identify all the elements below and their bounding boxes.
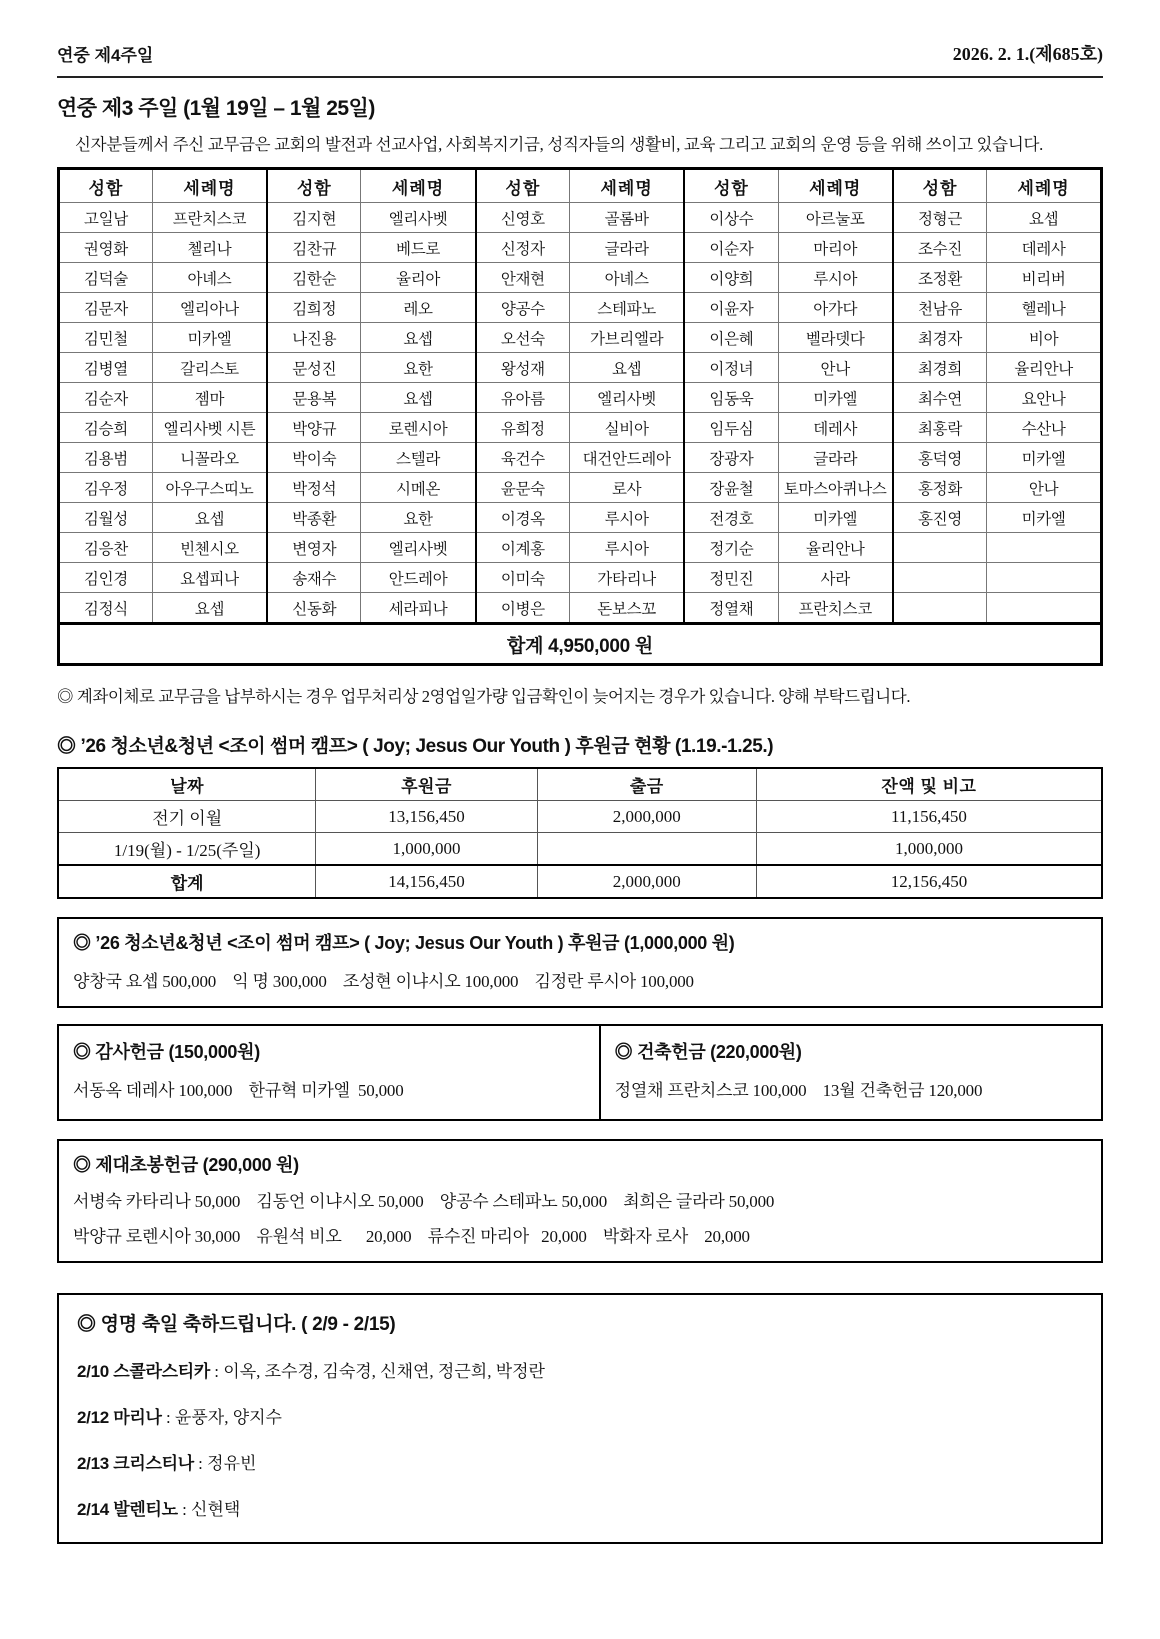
baptismal-name-cell: 요셉 (361, 383, 476, 413)
member-row (59, 353, 1102, 383)
baptismal-name-cell: 베드로 (361, 233, 476, 263)
baptismal-name-cell: 아녜스 (152, 263, 267, 293)
baptismal-name-cell: 요한 (361, 353, 476, 383)
member-row (59, 443, 1102, 473)
member-name-cell: 김응찬 (59, 533, 153, 563)
member-name-cell: 박종환 (267, 503, 361, 533)
altar-candle-donors-line-2: 박양규 로렌시아 30,000 유원석 비오 20,000 류수진 마리아 20,000 박화자 로사 20,000 (73, 1227, 750, 1246)
feast-day-title: ◎ 영명 축일 축하드립니다. ( 2/9 - 2/15) (77, 1314, 396, 1335)
camp-date-cell: 합계 (58, 865, 316, 898)
member-name-cell: 김용범 (59, 443, 153, 473)
baptismal-name-cell: 요안나 (987, 383, 1102, 413)
camp-donation-cell: 1,000,000 (316, 833, 537, 866)
member-name-cell: 천남유 (893, 293, 987, 323)
baptismal-name-cell: 빈첸시오 (152, 533, 267, 563)
member-name-cell: 김인경 (59, 563, 153, 593)
member-name-cell: 박이숙 (267, 443, 361, 473)
baptismal-name-cell: 율리안나 (987, 353, 1102, 383)
member-name-cell: 이정녀 (684, 353, 778, 383)
feast-day-separator: : (210, 1362, 224, 1381)
member-name-cell: 홍덕영 (893, 443, 987, 473)
member-name-cell: 권영화 (59, 233, 153, 263)
baptismal-name-cell: 아녜스 (570, 263, 685, 293)
member-name-cell: 유아름 (476, 383, 570, 413)
name-column-header: 성함 (684, 169, 778, 203)
members-total-cell: 합계 4,950,000 원 (59, 624, 1102, 665)
member-name-cell: 김희정 (267, 293, 361, 323)
baptismal-name-cell: 엘리사벳 (361, 203, 476, 233)
feast-day-separator: : (193, 1454, 208, 1473)
member-name-cell: 김승희 (59, 413, 153, 443)
baptismal-name-cell: 미카엘 (987, 503, 1102, 533)
offering-members-table (57, 167, 1103, 666)
baptismal-name-cell: 니꼴라오 (152, 443, 267, 473)
baptismal-name-cell: 벨라뎃다 (778, 323, 893, 353)
member-name-cell: 김찬규 (267, 233, 361, 263)
camp-column-header: 출금 (537, 768, 756, 801)
member-row (59, 233, 1102, 263)
baptismal-name-cell: 글라라 (778, 443, 893, 473)
member-name-cell: 김정식 (59, 593, 153, 624)
member-name-cell: 안재현 (476, 263, 570, 293)
feast-day-list (77, 1357, 1087, 1520)
feast-day-label: 2/10 스콜라스티카 (77, 1362, 211, 1381)
camp-withdrawal-cell: 2,000,000 (537, 865, 756, 898)
member-name-cell: 김지현 (267, 203, 361, 233)
thanks-offering-donors: 서동옥 데레사 100,000 한규혁 미카엘 50,000 (73, 1081, 404, 1100)
member-name-cell: 김우정 (59, 473, 153, 503)
member-name-cell: 박양규 (267, 413, 361, 443)
member-name-cell: 김문자 (59, 293, 153, 323)
feast-day-box (57, 1293, 1103, 1544)
baptismal-name-cell: 요셉 (152, 593, 267, 624)
baptismal-name-cell: 첼리나 (152, 233, 267, 263)
baptismal-name-cell: 요셉 (152, 503, 267, 533)
member-name-cell: 문성진 (267, 353, 361, 383)
baptismal-name-cell: 골롬바 (570, 203, 685, 233)
camp-balance-cell: 11,156,450 (756, 801, 1102, 833)
feast-day-names: 신현택 (191, 1500, 241, 1519)
member-name-cell: 정민진 (684, 563, 778, 593)
baptismal-column-header: 세례명 (778, 169, 893, 203)
camp-withdrawal-cell: 2,000,000 (537, 801, 756, 833)
member-name-cell: 이병은 (476, 593, 570, 624)
member-name-cell (893, 533, 987, 563)
member-row (59, 503, 1102, 533)
baptismal-name-cell: 수산나 (987, 413, 1102, 443)
building-offering-title: ◎ 건축헌금 (220,000원) (614, 1042, 802, 1062)
feast-day-label: 2/13 크리스티나 (77, 1454, 194, 1473)
member-name-cell: 김병열 (59, 353, 153, 383)
feast-day-names: 정유빈 (207, 1454, 257, 1473)
baptismal-name-cell (987, 593, 1102, 624)
bank-transfer-notice: ◎ 계좌이체로 교무금을 납부하시는 경우 업무처리상 2영업일가량 입금확인이 늦어지는 경우가 있습니다. 양해 부탁드립니다. (57, 687, 911, 706)
name-column-header: 성함 (893, 169, 987, 203)
camp-withdrawal-cell (537, 833, 756, 866)
offering-intro-text: 신자분들께서 주신 교무금은 교회의 발전과 선교사업, 사회복지기금, 성직자들의 생활비, 교육 그리고 교회의 운영 등을 위해 쓰이고 있습니다. (75, 135, 1043, 154)
member-name-cell: 정기순 (684, 533, 778, 563)
baptismal-column-header: 세례명 (361, 169, 476, 203)
baptismal-name-cell: 요셉 (570, 353, 685, 383)
altar-candle-offering-box (57, 1139, 1103, 1263)
member-row (59, 413, 1102, 443)
member-name-cell: 고일남 (59, 203, 153, 233)
feast-day-label: 2/12 마리나 (77, 1408, 162, 1427)
baptismal-name-cell (987, 533, 1102, 563)
member-name-cell: 최홍락 (893, 413, 987, 443)
baptismal-name-cell: 세라피나 (361, 593, 476, 624)
baptismal-name-cell: 요한 (361, 503, 476, 533)
member-name-cell: 최경자 (893, 323, 987, 353)
members-total-row (59, 624, 1102, 665)
member-name-cell: 조수진 (893, 233, 987, 263)
baptismal-name-cell: 프란치스코 (152, 203, 267, 233)
members-table-header-row (59, 169, 1102, 203)
member-name-cell: 전경호 (684, 503, 778, 533)
baptismal-name-cell: 루시아 (570, 533, 685, 563)
camp-fund-status-title: ◎ ’26 청소년&청년 <조이 썸머 캠프> ( Joy; Jesus Our Youth ) 후원금 현황 (1.19.-1.25.) (57, 736, 774, 757)
altar-candle-offering-title: ◎ 제대초봉헌금 (290,000 원) (73, 1155, 299, 1175)
page-header-date-issue: 2026. 2. 1.(제685호) (952, 44, 1103, 64)
baptismal-name-cell: 요셉 (361, 323, 476, 353)
member-row (59, 263, 1102, 293)
baptismal-name-cell: 아르눌포 (778, 203, 893, 233)
member-name-cell: 이경옥 (476, 503, 570, 533)
camp-fund-status-table (57, 767, 1103, 899)
baptismal-name-cell: 아가다 (778, 293, 893, 323)
camp-total-row (58, 865, 1102, 898)
member-name-cell: 왕성재 (476, 353, 570, 383)
name-column-header: 성함 (267, 169, 361, 203)
camp-donation-cell: 14,156,450 (316, 865, 537, 898)
member-name-cell: 이양희 (684, 263, 778, 293)
baptismal-name-cell: 실비아 (570, 413, 685, 443)
baptismal-name-cell: 비아 (987, 323, 1102, 353)
baptismal-name-cell: 안나 (987, 473, 1102, 503)
baptismal-name-cell: 젬마 (152, 383, 267, 413)
member-name-cell: 오선숙 (476, 323, 570, 353)
camp-balance-cell: 12,156,450 (756, 865, 1102, 898)
baptismal-name-cell: 엘리아나 (152, 293, 267, 323)
feast-day-separator: : (177, 1500, 192, 1519)
member-name-cell: 조정환 (893, 263, 987, 293)
baptismal-name-cell: 시메온 (361, 473, 476, 503)
member-name-cell: 장윤철 (684, 473, 778, 503)
baptismal-name-cell: 데레사 (987, 233, 1102, 263)
member-row (59, 563, 1102, 593)
member-row (59, 383, 1102, 413)
name-column-header: 성함 (59, 169, 153, 203)
feast-day-item (77, 1449, 1087, 1474)
name-column-header: 성함 (476, 169, 570, 203)
camp-column-header: 날짜 (58, 768, 316, 801)
baptismal-name-cell (987, 563, 1102, 593)
member-name-cell: 양공수 (476, 293, 570, 323)
member-name-cell: 임두심 (684, 413, 778, 443)
feast-day-label: 2/14 발렌티노 (77, 1500, 178, 1519)
baptismal-name-cell: 미카엘 (987, 443, 1102, 473)
member-name-cell: 김민철 (59, 323, 153, 353)
baptismal-name-cell: 레오 (361, 293, 476, 323)
camp-donation-cell: 13,156,450 (316, 801, 537, 833)
baptismal-name-cell: 프란치스코 (778, 593, 893, 624)
baptismal-name-cell: 미카엘 (778, 503, 893, 533)
building-offering-box (599, 1026, 1101, 1119)
member-name-cell: 장광자 (684, 443, 778, 473)
member-name-cell: 정형근 (893, 203, 987, 233)
baptismal-name-cell: 루시아 (778, 263, 893, 293)
page-header-week: 연중 제4주일 (57, 46, 154, 65)
baptismal-name-cell: 가브리엘라 (570, 323, 685, 353)
baptismal-name-cell: 엘리사벳 시튼 (152, 413, 267, 443)
member-name-cell: 이은혜 (684, 323, 778, 353)
member-name-cell: 김덕술 (59, 263, 153, 293)
member-name-cell: 신정자 (476, 233, 570, 263)
member-name-cell: 유희정 (476, 413, 570, 443)
baptismal-name-cell: 글라라 (570, 233, 685, 263)
camp-date-cell: 전기 이월 (58, 801, 316, 833)
baptismal-name-cell: 갈리스토 (152, 353, 267, 383)
thanks-offering-title: ◎ 감사헌금 (150,000원) (73, 1042, 260, 1062)
baptismal-name-cell: 루시아 (570, 503, 685, 533)
baptismal-column-header: 세례명 (570, 169, 685, 203)
member-name-cell: 김순자 (59, 383, 153, 413)
member-row (59, 593, 1102, 624)
member-name-cell: 이계홍 (476, 533, 570, 563)
baptismal-name-cell: 헬레나 (987, 293, 1102, 323)
member-name-cell: 김월성 (59, 503, 153, 533)
member-name-cell: 신동화 (267, 593, 361, 624)
member-row (59, 323, 1102, 353)
baptismal-name-cell: 토마스아퀴나스 (778, 473, 893, 503)
member-name-cell: 육건수 (476, 443, 570, 473)
member-name-cell: 김한순 (267, 263, 361, 293)
baptismal-name-cell: 안나 (778, 353, 893, 383)
camp-date-cell: 1/19(월) - 1/25(주일) (58, 833, 316, 866)
baptismal-name-cell: 비리버 (987, 263, 1102, 293)
baptismal-name-cell: 대건안드레아 (570, 443, 685, 473)
building-offering-donors: 정열채 프란치스코 100,000 13월 건축헌금 120,000 (614, 1081, 983, 1100)
member-name-cell: 이순자 (684, 233, 778, 263)
feast-day-names: 윤풍자, 양지수 (174, 1408, 282, 1427)
baptismal-name-cell: 스텔라 (361, 443, 476, 473)
member-row (59, 473, 1102, 503)
member-name-cell: 이상수 (684, 203, 778, 233)
baptismal-name-cell: 돈보스꼬 (570, 593, 685, 624)
baptismal-name-cell: 엘리사벳 (361, 533, 476, 563)
feast-day-separator: : (161, 1408, 175, 1427)
camp-data-row (58, 801, 1102, 833)
baptismal-name-cell: 마리아 (778, 233, 893, 263)
baptismal-name-cell: 요셉피나 (152, 563, 267, 593)
member-name-cell: 홍진영 (893, 503, 987, 533)
member-row (59, 533, 1102, 563)
member-name-cell (893, 593, 987, 624)
member-name-cell: 신영호 (476, 203, 570, 233)
baptismal-name-cell: 사라 (778, 563, 893, 593)
camp-donation-box (57, 917, 1103, 1008)
feast-day-item (77, 1403, 1087, 1428)
camp-column-header: 잔액 및 비고 (756, 768, 1102, 801)
baptismal-column-header: 세례명 (987, 169, 1102, 203)
baptismal-name-cell: 가타리나 (570, 563, 685, 593)
thanks-offering-box (59, 1026, 599, 1119)
baptismal-name-cell: 로사 (570, 473, 685, 503)
member-name-cell: 임동욱 (684, 383, 778, 413)
member-name-cell: 박정석 (267, 473, 361, 503)
member-name-cell: 나진용 (267, 323, 361, 353)
baptismal-name-cell: 엘리사벳 (570, 383, 685, 413)
camp-donation-title: ◎ ’26 청소년&청년 <조이 썸머 캠프> ( Joy; Jesus Our Youth ) 후원금 (1,000,000 원) (73, 933, 735, 953)
baptismal-name-cell: 로렌시아 (361, 413, 476, 443)
baptismal-name-cell: 율리안나 (778, 533, 893, 563)
baptismal-name-cell: 요셉 (987, 203, 1102, 233)
baptismal-name-cell: 데레사 (778, 413, 893, 443)
member-name-cell: 변영자 (267, 533, 361, 563)
baptismal-name-cell: 안드레아 (361, 563, 476, 593)
member-name-cell: 최경희 (893, 353, 987, 383)
member-row (59, 203, 1102, 233)
camp-column-header: 후원금 (316, 768, 537, 801)
camp-balance-cell: 1,000,000 (756, 833, 1102, 866)
member-row (59, 293, 1102, 323)
member-name-cell: 문용복 (267, 383, 361, 413)
page-header (57, 40, 1103, 78)
altar-candle-donors-line-1: 서병숙 카타리나 50,000 김동언 이냐시오 50,000 양공수 스테파노 50,000 최희은 글라라 50,000 (73, 1192, 775, 1211)
member-name-cell (893, 563, 987, 593)
member-name-cell: 윤문숙 (476, 473, 570, 503)
member-name-cell: 최수연 (893, 383, 987, 413)
feast-day-names: 이옥, 조수경, 김숙경, 신채연, 정근희, 박정란 (223, 1362, 545, 1381)
camp-table-header-row (58, 768, 1102, 801)
member-name-cell: 정열채 (684, 593, 778, 624)
offerings-split-box (57, 1024, 1103, 1121)
member-name-cell: 이윤자 (684, 293, 778, 323)
baptismal-name-cell: 아우구스띠노 (152, 473, 267, 503)
baptismal-name-cell: 스테파노 (570, 293, 685, 323)
baptismal-name-cell: 미카엘 (152, 323, 267, 353)
baptismal-name-cell: 율리아 (361, 263, 476, 293)
feast-day-item (77, 1495, 1087, 1520)
member-name-cell: 송재수 (267, 563, 361, 593)
member-name-cell: 홍정화 (893, 473, 987, 503)
section-title: 연중 제3 주일 (1월 19일 – 1월 25일) (57, 97, 375, 120)
member-name-cell: 이미숙 (476, 563, 570, 593)
baptismal-name-cell: 미카엘 (778, 383, 893, 413)
camp-donation-donors: 양창국 요셉 500,000 익 명 300,000 조성현 이냐시오 100,000 김정란 루시아 100,000 (73, 972, 694, 991)
feast-day-item (77, 1357, 1087, 1382)
camp-data-row (58, 833, 1102, 866)
baptismal-column-header: 세례명 (152, 169, 267, 203)
